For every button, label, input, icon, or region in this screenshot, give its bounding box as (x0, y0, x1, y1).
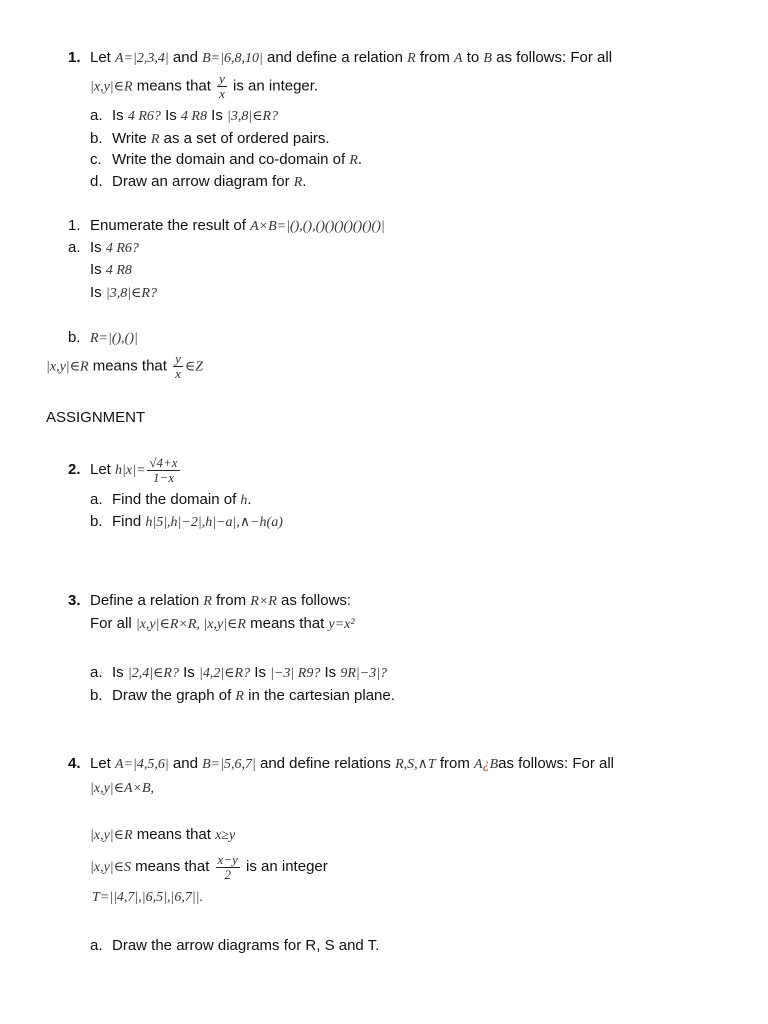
q3-item-a: a. Is |2,4|∈R? Is |4,2|∈R? Is |−3| R9? Is 9R|−3|? (90, 664, 388, 681)
q3-line1: 3. Define a relation R from R×R as follows: (68, 592, 352, 609)
assignment-heading: ASSIGNMENT (46, 409, 146, 426)
fraction: $\frac{x-y}{2}$ (217, 851, 238, 882)
ans-a-line3: Is |3,8|∈R? (90, 284, 157, 301)
q4-line3: |x,y|∈R means that x≥y (90, 826, 236, 843)
q1-number: 1. (68, 49, 81, 66)
q3-line2: For all |x,y|∈R×R, |x,y|∈R means that y=x² (90, 615, 355, 632)
q2-item-a: a. Find the domain of h. (90, 491, 252, 508)
q2-item-b: b. Find h|5|,h|−2|,h|−a|,∧−h(a) (90, 513, 283, 530)
ans-a-line2: Is 4 R8 (90, 261, 132, 278)
ans-means-line: |x,y|∈R means that $\frac{y}{x}$ ∈Z (46, 351, 204, 381)
ans-b: b. R=|(),()| (68, 329, 138, 346)
q1-item-b: b. Write R as a set of ordered pairs. (90, 130, 330, 147)
q4-line5: T=||4,7|,|6,5|,|6,7||. (92, 890, 204, 905)
q1-line2: |x,y|∈R means that $\frac{y}{x}$ is an integer. (90, 71, 319, 101)
q2-line1: 2. Let h|x|= $\frac{√4+x}{1-x}$ (68, 454, 178, 485)
q2-number: 2. (68, 461, 81, 478)
ans-a-line1: a. Is 4 R6? (68, 239, 139, 256)
q3-number: 3. (68, 592, 81, 609)
fraction: $\frac{y}{x}$ (175, 351, 181, 381)
q4-item-a: a. Draw the arrow diagrams for R, S and T. (90, 937, 380, 954)
q4-line4: |x,y|∈S means that $\frac{x-y}{2}$ is an integer (90, 851, 328, 882)
fraction: $\frac{y}{x}$ (219, 71, 225, 101)
q3-item-b: b. Draw the graph of R in the cartesian plane. (90, 687, 395, 704)
q1-item-c: c. Write the domain and co-domain of R. (90, 151, 363, 168)
q4-line1: 4. Let A=|4,5,6| and B=|5,6,7| and define relations R,S,∧T from A¿Bas follows: For all (68, 755, 615, 772)
q4-line2: |x,y|∈A×B, (90, 781, 155, 796)
fraction: $\frac{√4+x}{1-x}$ (149, 454, 178, 485)
q1-line1: 1. Let A=|2,3,4| and B=|6,8,10| and define a relation R from A to B as follows: For all (68, 49, 613, 66)
q1-item-a: a. Is 4 R6? Is 4 R8 Is |3,8|∈R? (90, 107, 279, 124)
q4-number: 4. (68, 755, 81, 772)
q1-item-d: d. Draw an arrow diagram for R. (90, 173, 307, 190)
ans-enumerate: 1. Enumerate the result of A×B=|(),(),()()()()()()()| (68, 217, 385, 234)
